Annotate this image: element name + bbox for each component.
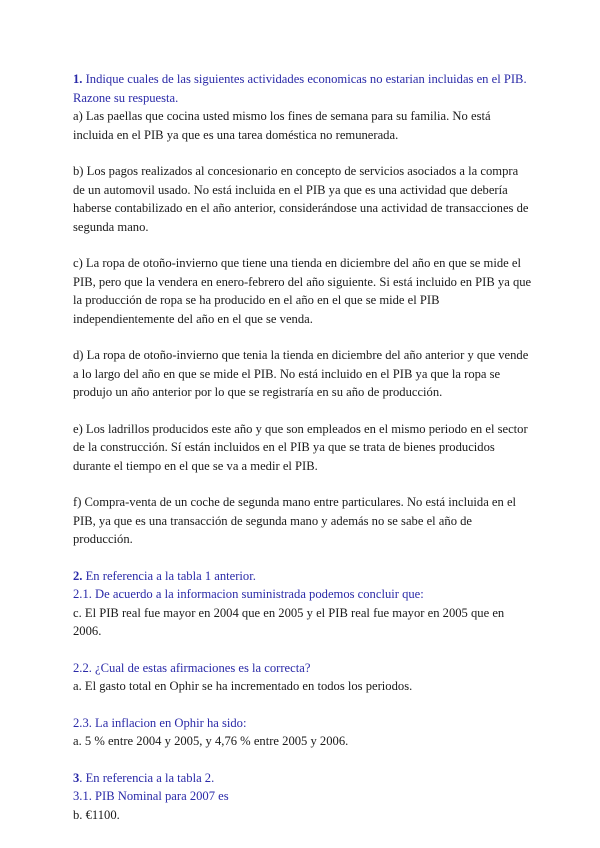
document-body (73, 70, 533, 824)
question-2-1-title: 2.1. De acuerdo a la informacion suministrada podemos concluir que: (73, 587, 424, 601)
question-3-1-title: 3.1. PIB Nominal para 2007 es (73, 789, 229, 803)
question-2-2-answer: a. El gasto total en Ophir se ha incrementado en todos los periodos. (73, 679, 413, 693)
question-2-title: En referencia a la tabla 1 anterior. (85, 568, 256, 583)
question-2-3-title: 2.3. La inflacion en Ophir ha sido: (73, 715, 247, 730)
question-2-number: 2. (73, 568, 83, 583)
answer-1d: d) La ropa de otoño-invierno que tenia la tienda en diciembre del año anterior y que vende a lo largo del año en que se mide el PIB. No está incluido en el PIB ya que la ropa se produjo un año anterior por lo que se registraría en su año de producción. (73, 348, 529, 399)
answer-1b: b) Los pagos realizados al concesionario en concepto de servicios asociados a la compra de un automovil usado. No está incluida en el PIB ya que es una actividad que debería haberse contabilizado en el año anterior, considerándose una actividad de transacciones de segunda mano. (73, 164, 529, 234)
question-2-heading (73, 567, 533, 586)
question-1-title: Indique cuales de las siguientes actividades economicas no estarian incluidas en el PIB. Razone su respuesta. (73, 72, 527, 105)
question-3-number: 3 (73, 770, 80, 785)
question-2-1-answer: c. El PIB real fue mayor en 2004 que en 2005 y el PIB real fue mayor en 2005 que en 2006. (73, 605, 505, 638)
question-1-heading (73, 70, 533, 107)
question-1-number: 1. (73, 72, 83, 86)
answer-1c: c) La ropa de otoño-invierno que tiene una tienda en diciembre del año en que se mide el PIB, pero que la vendera en enero-febrero del año siguiente. Si está incluido en PIB ya que la producción de ropa se ha producido en el año en el que se mide el PIB independientemente del año en el que se venda. (73, 256, 532, 326)
question-2-2-title: 2.2. ¿Cual de estas afirmaciones es la correcta? (73, 660, 311, 675)
question-2-3-answer: a. 5 % entre 2004 y 2005, y 4,76 % entre 2005 y 2006. (73, 734, 349, 748)
answer-1a: a) Las paellas que cocina usted mismo los fines de semana para su familia. No está incluida en el PIB ya que es una tarea doméstica no remunerada. (73, 109, 491, 142)
question-3-heading (73, 769, 533, 788)
answer-1e: e) Los ladrillos producidos este año y que son empleados en el mismo periodo en el sector de la construcción. Sí están incluidos en el PIB ya que se trata de bienes producidos durante el tiempo en el que se va a medir el PIB. (73, 421, 528, 473)
question-3-1-answer: b. €1100. (73, 807, 120, 822)
answer-1f: f) Compra-venta de un coche de segunda mano entre particulares. No está incluida en el PIB, ya que es una transacción de segunda mano y además no se sabe el año de producción. (73, 495, 517, 546)
question-3-title: . En referencia a la tabla 2. (79, 770, 215, 785)
